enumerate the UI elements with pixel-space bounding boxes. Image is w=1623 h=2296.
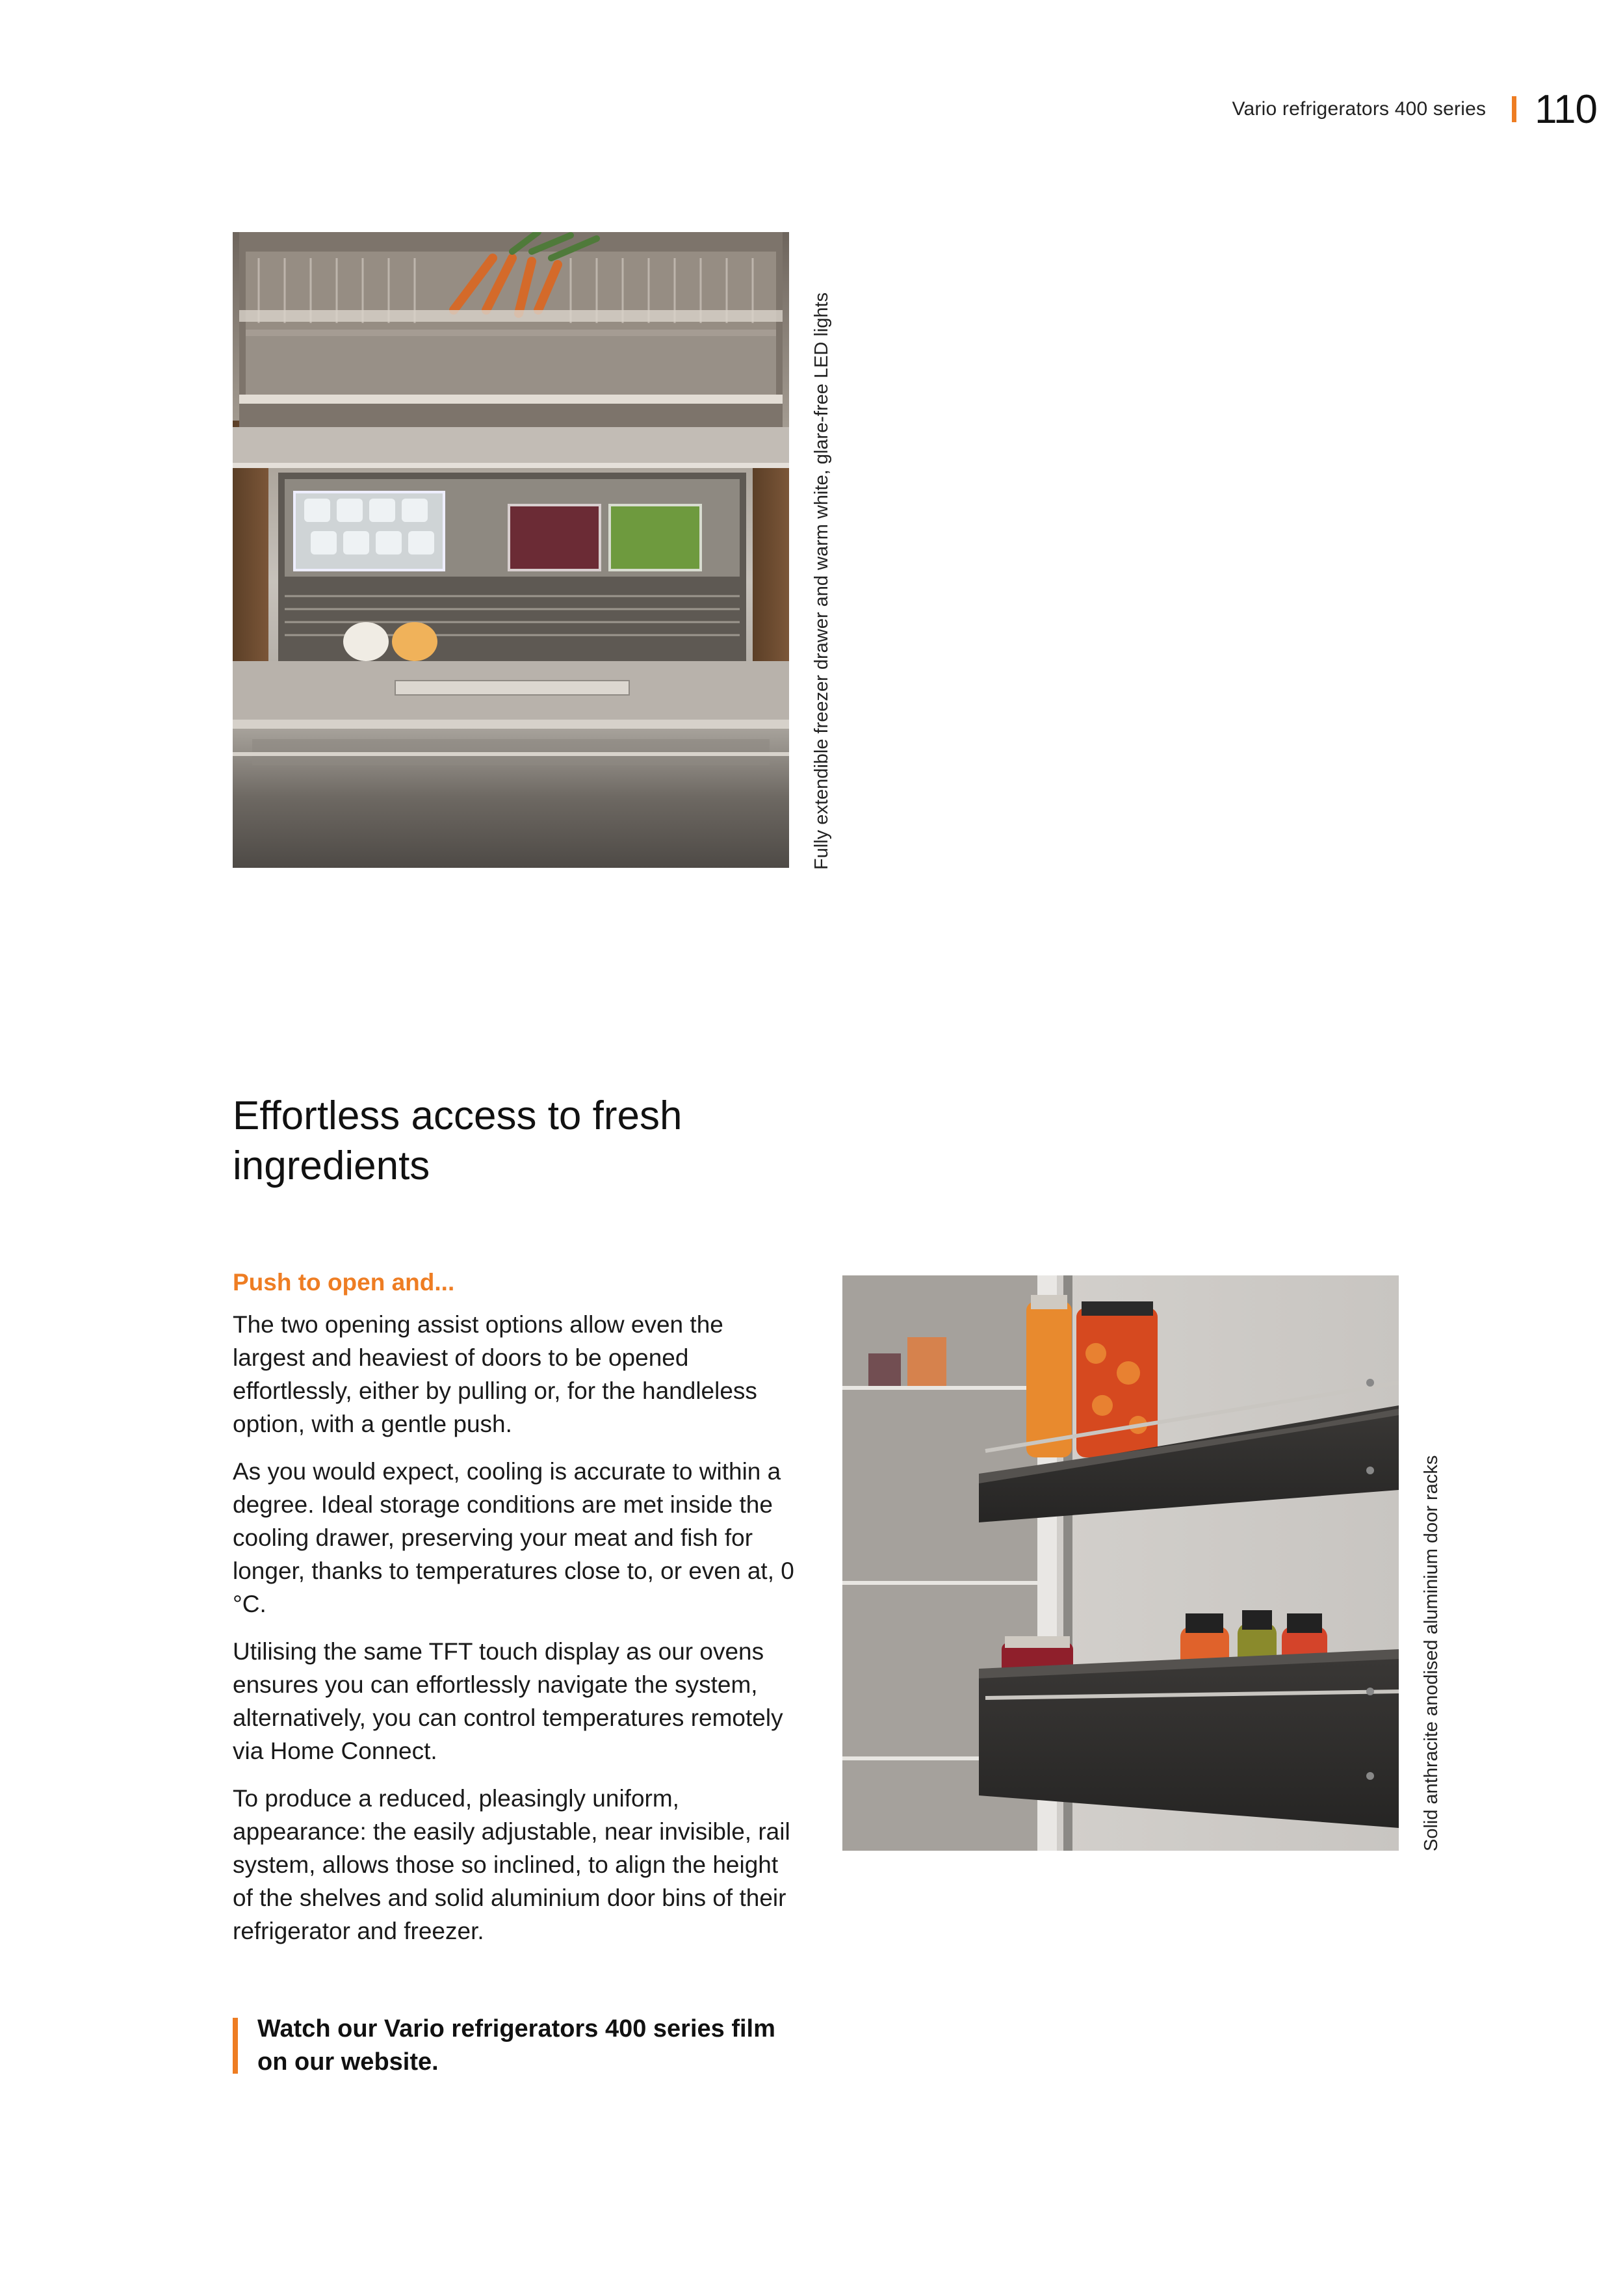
door-racks-photo <box>842 1275 1399 1851</box>
callout-text: Watch our Vario refrigerators 400 series film on our website. <box>257 2015 775 2076</box>
page-number: 110 <box>1535 86 1597 132</box>
freezer-drawer-caption: Fully extendible freezer drawer and warm white, glare-free LED lights <box>811 292 832 870</box>
callout-accent-bar <box>233 2018 238 2074</box>
heading-line-1: Effortless access to fresh <box>233 1093 682 1138</box>
page-header <box>1232 83 1597 135</box>
body-copy <box>233 1268 798 1962</box>
running-header-title: Vario refrigerators 400 series <box>1232 98 1487 120</box>
subheading: Push to open and... <box>233 1269 455 1296</box>
heading-line-2: ingredients <box>233 1143 430 1188</box>
paragraph-rail-system: To produce a reduced, pleasingly uniform, appearance: the easily adjustable, near invisible, rail system, allows those so inclined, to align the height of the shelves and solid aluminium door bins of their refrigerator and freezer. <box>233 1785 790 1944</box>
door-racks-caption: Solid anthracite anodised aluminium door racks <box>1421 1455 1442 1851</box>
paragraph-cooling-accuracy: As you would expect, cooling is accurate to within a degree. Ideal storage conditions are met inside the cooling drawer, preserving your meat and fish for longer, thanks to temperatures close to, or even at, 0 °C. <box>233 1458 794 1617</box>
header-accent-bar <box>1512 96 1516 122</box>
section-heading <box>233 1091 818 1191</box>
door-racks-illustration <box>842 1275 1399 1851</box>
film-callout <box>233 2013 818 2079</box>
freezer-drawer-photo <box>233 232 789 868</box>
freezer-drawer-illustration <box>233 232 789 868</box>
paragraph-tft-display: Utilising the same TFT touch display as our ovens ensures you can effortlessly navigate the system, alternatively, you can control temperatures remotely via Home Connect. <box>233 1638 783 1764</box>
paragraph-opening-assist: The two opening assist options allow even the largest and heaviest of doors to be opened effortlessly, either by pulling or, for the handleless option, with a gentle push. <box>233 1311 757 1437</box>
